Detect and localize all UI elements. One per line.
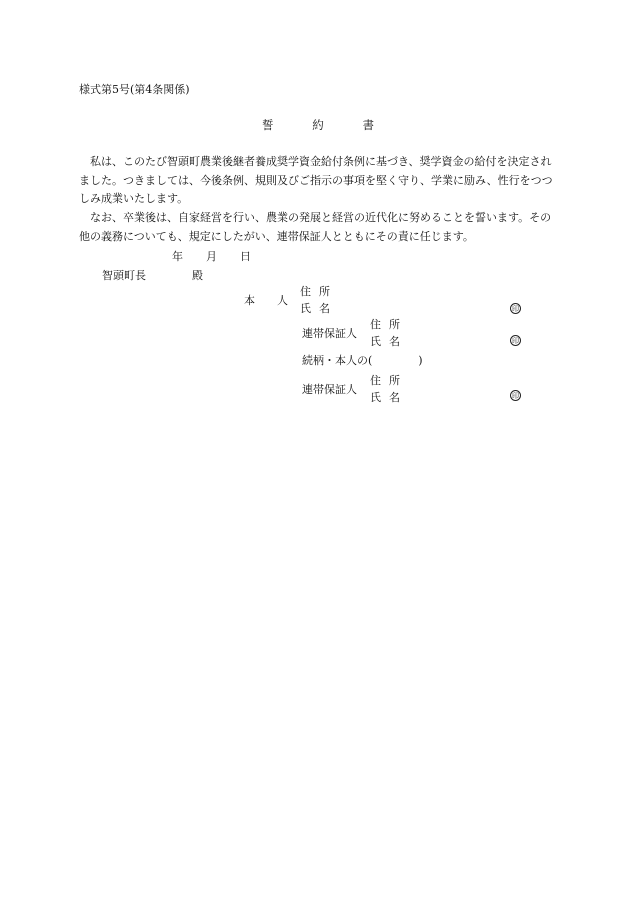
guarantor1-label: 連帯保証人 [302, 327, 357, 340]
guarantor1-seal-icon: 印 [512, 337, 519, 345]
principal-name-label: 氏 名 [300, 302, 330, 315]
guarantor2-seal-icon: 印 [512, 392, 519, 400]
title-char-2: 約 [312, 118, 324, 132]
date-month: 月 [206, 250, 217, 263]
date-year: 年 [172, 250, 183, 263]
principal-seal-icon: 印 [512, 305, 519, 313]
title-char-1: 誓 [262, 118, 274, 132]
guarantor2-address-label: 住 所 [370, 374, 400, 387]
body-paragraph-1: 私は、このたび智頭町農業後継者養成奨学資金給付条例に基づき、奨学資金の給付を決定されました。つきましては、今後条例、規則及びご指示の事項を堅く守り、学業に励み、性行をつつしみ成業いたします。 [79, 155, 553, 205]
guarantor2-label: 連帯保証人 [302, 383, 357, 396]
addressee-honorific: 殿 [192, 269, 203, 282]
relationship-line: 続柄・本人の( ) [302, 354, 423, 367]
form-number: 様式第5号(第4条関係) [79, 83, 190, 96]
principal-label: 本 人 [244, 294, 288, 307]
principal-address-label: 住 所 [300, 285, 330, 298]
body-paragraph-2: なお、卒業後は、自家経営を行い、農業の発展と経営の近代化に努めることを誓います。その他の義務についても、規定にしたがい、連帯保証人とともにその責に任じます。 [79, 211, 552, 243]
guarantor1-address-label: 住 所 [370, 318, 400, 331]
addressee-name: 智頭町長 [102, 269, 146, 282]
date-day: 日 [240, 250, 251, 263]
document-title [262, 120, 374, 132]
addressee [102, 270, 203, 281]
guarantor1-name-label: 氏 名 [370, 335, 400, 348]
title-char-3: 書 [362, 118, 374, 132]
date-line [172, 251, 251, 262]
guarantor2-name-label: 氏 名 [370, 391, 400, 404]
